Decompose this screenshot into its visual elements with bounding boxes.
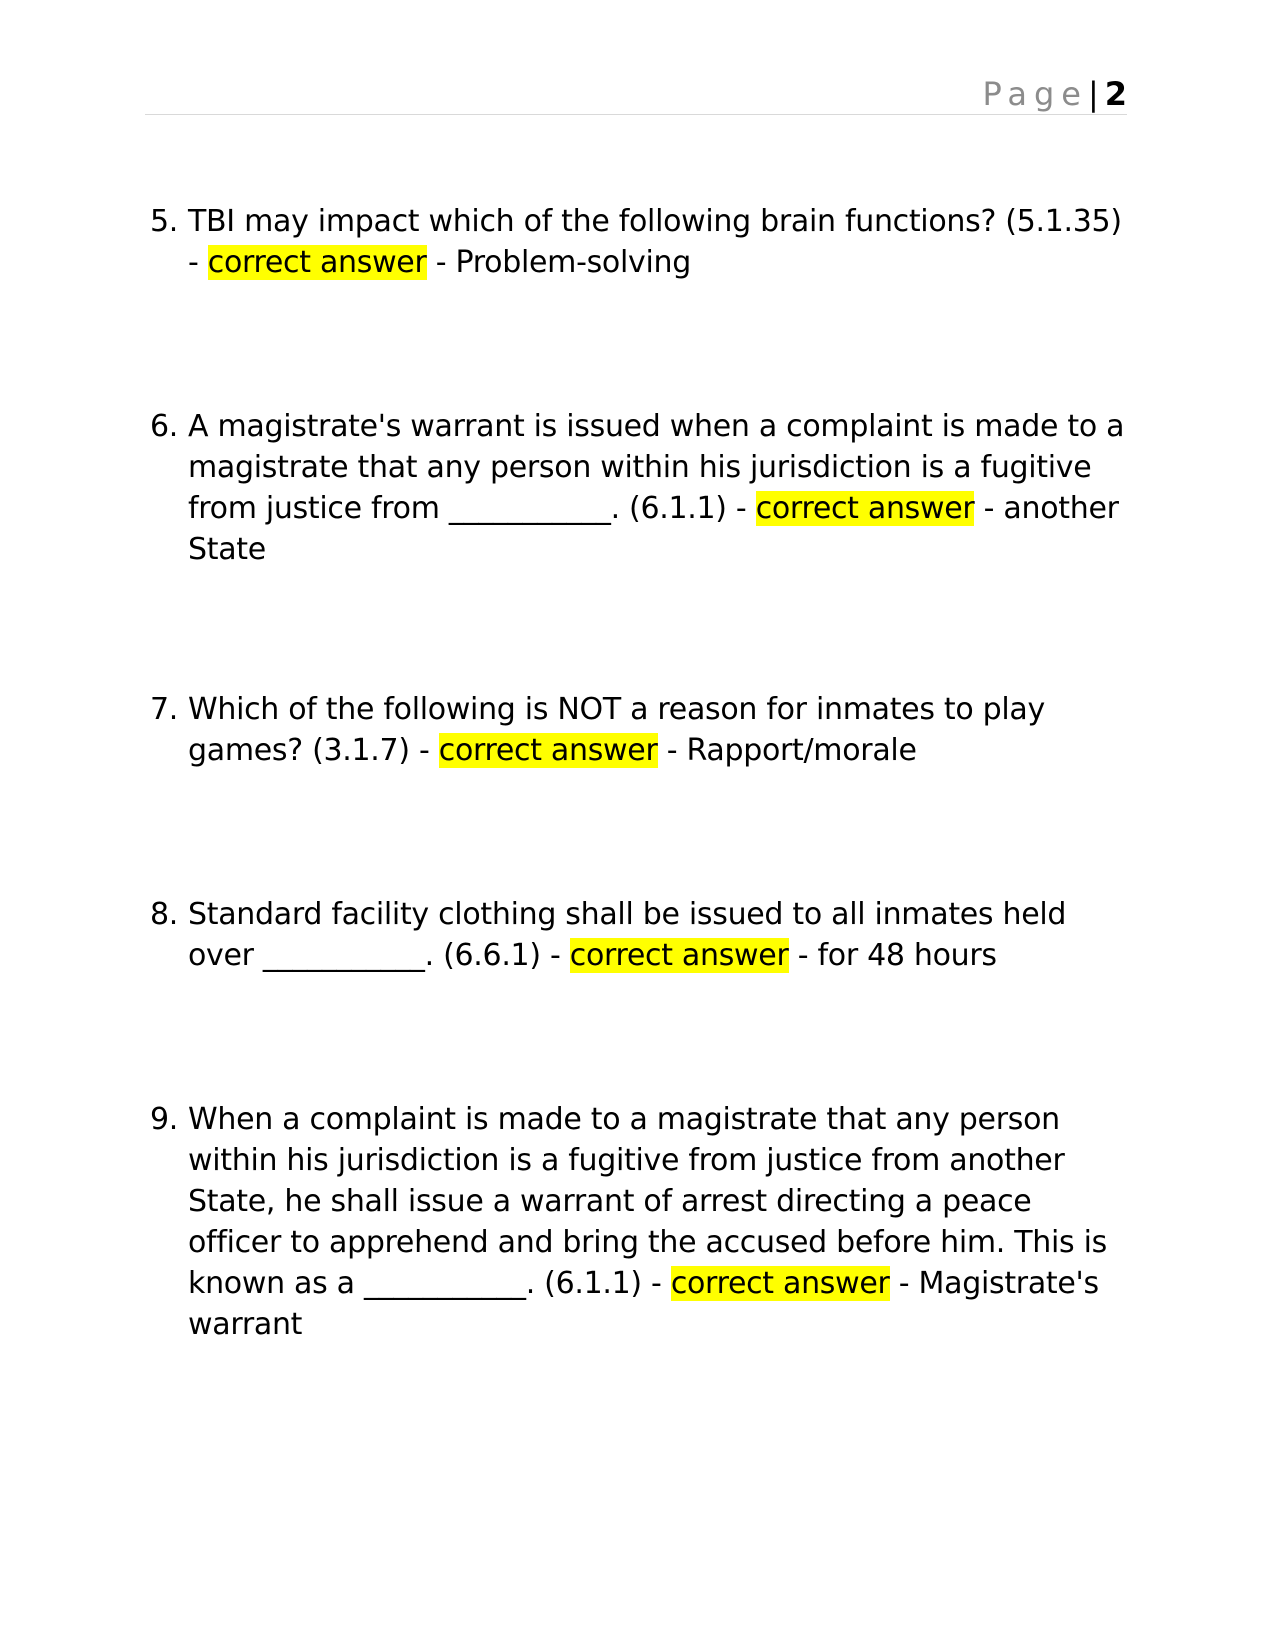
answer-text: - Rapport/morale <box>657 733 917 768</box>
question-number: 7. <box>150 692 179 727</box>
page-word: Page <box>982 75 1088 113</box>
answer-text: - Problem-solving <box>426 245 691 280</box>
question-prompt: Standard facility clothing shall be issued to all inmates held over ___________. (6.6.1) - <box>188 897 1067 973</box>
question-prompt: Which of the following is NOT a reason for inmates to play games? (3.1.7) - <box>188 692 1045 768</box>
correct-answer-highlight: correct answer <box>670 1266 890 1301</box>
question-item-7 <box>150 689 1125 771</box>
question-prompt: TBI may impact which of the following brain functions? (5.1.35) - <box>188 204 1122 280</box>
correct-answer-highlight: correct answer <box>569 938 789 973</box>
page-number-label <box>982 76 1127 112</box>
correct-answer-highlight: correct answer <box>207 245 427 280</box>
question-item-8 <box>150 894 1125 976</box>
page-header <box>145 70 1127 115</box>
question-item-5 <box>150 201 1125 283</box>
answer-text: - for 48 hours <box>788 938 997 973</box>
question-item-6 <box>150 406 1125 570</box>
correct-answer-highlight: correct answer <box>755 491 975 526</box>
question-text <box>188 1099 1125 1345</box>
page-separator: | <box>1087 75 1099 113</box>
question-number: 6. <box>150 409 179 444</box>
question-text <box>188 406 1125 570</box>
question-item-9 <box>150 1099 1125 1345</box>
correct-answer-highlight: correct answer <box>438 733 658 768</box>
question-number: 5. <box>150 204 179 239</box>
answer-text: - Magistrate's warrant <box>188 1266 1099 1342</box>
question-prompt: A magistrate's warrant is issued when a complaint is made to a magistrate that any person within his jurisdiction is a fugitive from justice from ___________. (6.1.1) - <box>188 409 1125 526</box>
question-prompt: When a complaint is made to a magistrate that any person within his jurisdiction is a fugitive from justice from another State, he shall issue a warrant of arrest directing a peace officer to apprehend and bring the accused before him. This is known as a ___________. (6.1.1) - <box>188 1102 1107 1301</box>
question-text <box>188 894 1125 976</box>
page-number: 2 <box>1104 75 1127 113</box>
answer-text: - another State <box>188 491 1119 567</box>
question-number: 8. <box>150 897 179 932</box>
question-text <box>188 689 1125 771</box>
question-text <box>188 201 1125 283</box>
question-number: 9. <box>150 1102 179 1137</box>
